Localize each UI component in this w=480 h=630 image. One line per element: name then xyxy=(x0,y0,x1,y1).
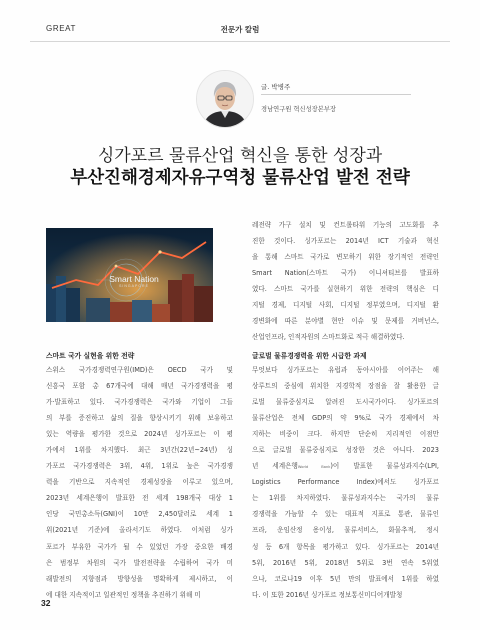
text-line: 진한 것이다. 싱가포르는 2014년 ICT 기술과 혁신 xyxy=(252,237,439,246)
text-line: 경쟁력을 가늠할 수 있는 대표적 지표로 통관, 물류인 xyxy=(252,510,439,519)
world-bank-note: World Bank xyxy=(297,465,331,470)
text-line: 의 부를 증진하고 삶의 질을 향상시키기 위해 보유하고 xyxy=(46,414,233,423)
author-name: 글. 박병주 xyxy=(261,83,291,91)
section-heading-right: 글로벌 물류경쟁력을 위한 시급한 과제 xyxy=(252,352,367,360)
text-line: 지털 경제, 디지털 사회, 디지털 정부였으며, 디지털 환 xyxy=(252,301,439,310)
text-line: 으나, 코로나19 이후 5년 만의 발표에서 1위를 하였 xyxy=(252,574,439,583)
text-line: 였다. 스마트 국가를 실현하기 위한 전략의 핵심은 디 xyxy=(252,285,439,294)
text-line: 상루트의 중심에 위치한 지경학적 장점을 잘 활용한 글 xyxy=(252,382,439,391)
article-title: 싱가포르 물류산업 혁신을 통한 성장과 xyxy=(97,146,383,166)
text-line: 프라, 운임산정 용이성, 물류서비스, 화물추적, 정시 xyxy=(252,526,439,535)
text-line: 있는 역량을 평가한 것으로 2024년 싱가포르는 이 평 xyxy=(46,430,233,439)
text-line: 스위스 국가경쟁력연구원(IMD)은 OECD 국가 및 xyxy=(46,366,233,374)
avatar xyxy=(196,70,254,128)
text-line: 에 대한 지속적이고 일관적인 정책을 추진하기 위해 미 xyxy=(46,590,201,599)
text-line: 은 범정부 차원의 국가 발전전략을 수립하여 국가 미 xyxy=(46,558,233,567)
hero-caption: Smart Nation SINGAPORE xyxy=(109,274,159,288)
text-line-world-bank: 년 세계은행World Bank)이 발표한 물류성과지수(LPI, xyxy=(252,462,439,471)
text-line: Logistics Performance Index)에서도 싱가포르 xyxy=(252,478,439,487)
author-title: 경남연구원 혁신성장본부장 xyxy=(261,106,336,113)
text-line: 다. 이 또한 2016년 싱가포르 정보통신미디어개발청 xyxy=(252,590,403,599)
section-heading-left: 스마트 국가 실현을 위한 전략 xyxy=(46,352,135,360)
text-line: 가·발표하고 있다. 국가경쟁력은 국가와 기업이 그들 xyxy=(46,398,233,407)
text-line: 지하는 비중이 크다. 하지만 단순히 지리적인 이점만 xyxy=(252,430,439,439)
hero-image xyxy=(46,228,213,322)
text-line: 신흥국 포함 총 67개국에 대해 매년 국가경쟁력을 평 xyxy=(46,382,233,391)
body-column-right xyxy=(252,362,439,603)
text-line: 레전략 가구 설치 및 컨트롤타워 기능의 고도화를 추 xyxy=(252,221,439,229)
text-line: 포르가 부유한 국가가 될 수 있었던 가장 중요한 배경 xyxy=(46,542,233,551)
text-line: 무엇보다 싱가포르는 유럽과 동아시아를 이어주는 해 xyxy=(252,366,439,374)
header-divider xyxy=(30,41,450,42)
text-line: 력을 기반으로 지속적인 경제성장을 이루고 있으며, xyxy=(46,478,233,487)
text-line: 가포르 국가경쟁력은 3위, 4위, 1위로 높은 국가경쟁 xyxy=(46,462,233,471)
text-line: 경변화에 따른 분야별 현안 이슈 및 문제를 거버넌스, xyxy=(252,317,439,326)
text-line: 5위, 2016년 5위, 2018년 5위로 3번 연속 5위였 xyxy=(252,558,439,567)
page-number: 32 xyxy=(41,598,51,608)
text-line: 로벌 물류중심지로 알려진 도시국가이다. 싱가포르의 xyxy=(252,398,439,407)
section-label: 전문가 칼럼 xyxy=(220,25,260,34)
text-line: 산업인프라, 인적자원의 스마트화로 적극 해결하였다. xyxy=(252,333,405,342)
magazine-name: GREAT xyxy=(46,24,76,33)
author-divider xyxy=(261,94,411,95)
text-line: 으로 글로벌 물류중심지로 성장한 것은 아니다. 2023 xyxy=(252,446,439,455)
text-line: 을 통해 스마트 국가로 변모하기 위한 장기적인 전략인 xyxy=(252,253,439,262)
text-line: Smart Nation(스마트 국가) 이니셔티브를 발표하 xyxy=(252,269,439,278)
text-line: 인당 국민총소득(GNI)이 10만 2,450달러로 세계 1 xyxy=(46,510,233,519)
body-column-left xyxy=(46,362,233,603)
text-line: 위(2021년 기준)에 올라서기도 하였다. 이처럼 싱가 xyxy=(46,526,233,535)
text-line: 2023년 세계은행이 발표한 전 세계 198개국 대상 1 xyxy=(46,494,233,503)
text-line: 는 1위를 차지하였다. 물류성과지수는 국가의 물류 xyxy=(252,494,439,503)
body-column-right-top xyxy=(252,217,439,345)
text-line: 성 등 6개 항목을 평가하고 있다. 싱가포르는 2014년 xyxy=(252,542,439,551)
text-line: 가에서 1위를 차지했다. 최근 3년간(22년~24년) 싱 xyxy=(46,446,233,455)
text-line: 래발전의 지향점과 방향성을 명확하게 제시하고, 이 xyxy=(46,574,233,583)
text-line: 물류산업은 전체 GDP의 약 9%로 국가 경제에서 차 xyxy=(252,414,439,423)
article-subtitle: 부산진해경제자유구역청 물류산업 발전 전략 xyxy=(70,168,410,188)
